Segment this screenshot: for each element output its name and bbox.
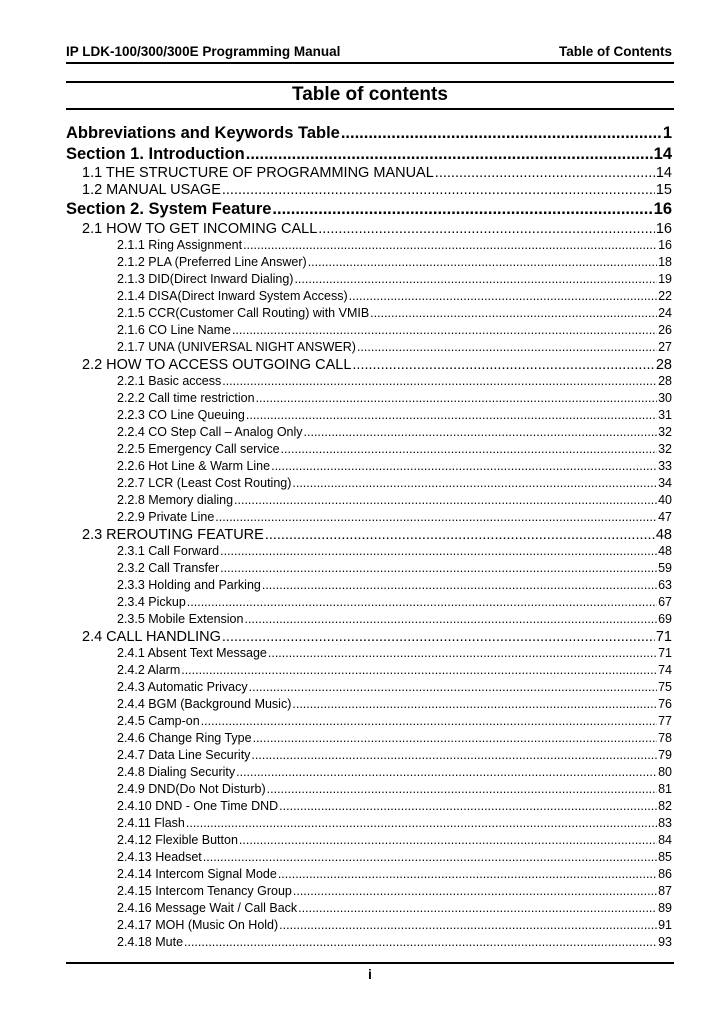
toc-leader-dots — [293, 884, 657, 898]
toc-leader-dots — [201, 714, 657, 728]
toc-entry-page: 89 — [658, 901, 672, 915]
toc-entry[interactable] — [82, 629, 672, 645]
toc-leader-dots — [308, 255, 657, 269]
toc-entry[interactable] — [117, 425, 672, 439]
toc-leader-dots — [278, 867, 657, 881]
toc-leader-dots — [236, 765, 657, 779]
toc-entry[interactable] — [117, 561, 672, 575]
toc-entry-page: 16 — [658, 238, 672, 252]
toc-entry-title: 2.4.18 Mute — [117, 935, 184, 949]
toc-leader-dots — [435, 165, 655, 181]
toc-leader-dots — [243, 238, 657, 252]
toc-entry-page: 28 — [658, 374, 672, 388]
toc-leader-dots — [294, 272, 657, 286]
toc-leader-dots — [184, 935, 657, 949]
footer-rule — [66, 962, 674, 964]
toc-entry-title: 2.1.4 DISA(Direct Inward System Access) — [117, 289, 348, 303]
toc-entry-page: 26 — [658, 323, 672, 337]
header-manual-title: IP LDK-100/300/300E Programming Manual — [66, 44, 341, 59]
toc-entry-page: 67 — [658, 595, 672, 609]
toc-entry-title: 2.3.5 Mobile Extension — [117, 612, 244, 626]
toc-leader-dots — [281, 442, 658, 456]
footer-page-number: i — [368, 966, 372, 982]
toc-leader-dots — [292, 476, 657, 490]
toc-entry[interactable] — [117, 578, 672, 592]
toc-entry[interactable] — [66, 124, 672, 143]
toc-leader-dots — [239, 833, 657, 847]
toc-entry[interactable] — [66, 145, 672, 164]
toc-entry-page: 76 — [658, 697, 672, 711]
toc-entry-title: 2.1.6 CO Line Name — [117, 323, 231, 337]
toc-entry-page: 77 — [658, 714, 672, 728]
toc-leader-dots — [186, 816, 657, 830]
title-bottom-rule — [66, 108, 674, 110]
toc-entry-title: 2.4.2 Alarm — [117, 663, 181, 677]
toc-entry-title: 2.2 HOW TO ACCESS OUTGOING CALL — [82, 357, 352, 373]
toc-entry-title: 2.2.3 CO Line Queuing — [117, 408, 245, 422]
toc-entry-title: 2.3.4 Pickup — [117, 595, 186, 609]
toc-entry-title: 2.4.14 Intercom Signal Mode — [117, 867, 277, 881]
toc-entry[interactable] — [117, 935, 672, 949]
toc-entry[interactable] — [117, 901, 672, 915]
toc-entry-title: 2.4.11 Flash — [117, 816, 185, 830]
toc-leader-dots — [222, 182, 655, 198]
toc-leader-dots — [181, 663, 657, 677]
toc-entry-page: 48 — [658, 544, 672, 558]
toc-entry[interactable] — [117, 510, 672, 524]
toc-entry-page: 32 — [658, 425, 672, 439]
toc-entry-page: 24 — [658, 306, 672, 320]
toc-entry[interactable] — [117, 255, 672, 269]
toc-leader-dots — [222, 629, 655, 645]
toc-entry[interactable] — [117, 374, 672, 388]
toc-entry-title: 1.2 MANUAL USAGE — [82, 182, 221, 198]
toc-leader-dots — [244, 612, 657, 626]
toc-entry-page: 14 — [655, 165, 672, 181]
toc-entry-title: 2.2.2 Call time restriction — [117, 391, 255, 405]
toc-entry-title: 2.4 CALL HANDLING — [82, 629, 221, 645]
toc-leader-dots — [246, 145, 653, 164]
toc-entry[interactable] — [117, 544, 672, 558]
toc-entry-title: 2.3.2 Call Transfer — [117, 561, 220, 575]
toc-entry[interactable] — [117, 306, 672, 320]
toc-entry-title: Section 1. Introduction — [66, 145, 245, 163]
toc-entry-page: 47 — [658, 510, 672, 524]
running-header — [66, 44, 672, 62]
toc-entry-page: 1 — [662, 124, 672, 142]
toc-entry[interactable] — [117, 748, 672, 762]
toc-entry[interactable] — [117, 731, 672, 745]
toc-entry-title: 2.4.4 BGM (Background Music) — [117, 697, 292, 711]
toc-entry-page: 79 — [658, 748, 672, 762]
toc-entry-title: 2.2.5 Emergency Call service — [117, 442, 280, 456]
toc-entry[interactable] — [117, 595, 672, 609]
toc-entry-title: 2.4.17 MOH (Music On Hold) — [117, 918, 279, 932]
toc-entry-title: Abbreviations and Keywords Table — [66, 124, 340, 142]
toc-leader-dots — [271, 459, 657, 473]
toc-leader-dots — [234, 493, 657, 507]
toc-leader-dots — [268, 646, 657, 660]
toc-entry[interactable] — [117, 833, 672, 847]
toc-entry-page: 83 — [658, 816, 672, 830]
toc-leader-dots — [279, 918, 657, 932]
toc-entry[interactable] — [117, 238, 672, 252]
toc-entry[interactable] — [117, 867, 672, 881]
toc-leader-dots — [187, 595, 657, 609]
toc-leader-dots — [220, 544, 657, 558]
toc-entry[interactable] — [117, 459, 672, 473]
toc-entry-page: 14 — [653, 145, 672, 163]
toc-entry[interactable] — [117, 714, 672, 728]
toc-entry-title: 2.3 REROUTING FEATURE — [82, 527, 264, 543]
toc-entry-page: 82 — [658, 799, 672, 813]
toc-entry[interactable] — [117, 918, 672, 932]
toc-entry-page: 28 — [655, 357, 672, 373]
toc-entry-title: 2.4.3 Automatic Privacy — [117, 680, 248, 694]
toc-entry-page: 81 — [658, 782, 672, 796]
toc-leader-dots — [265, 527, 655, 543]
toc-entry-page: 19 — [658, 272, 672, 286]
toc-leader-dots — [232, 323, 657, 337]
toc-entry[interactable] — [117, 340, 672, 354]
toc-entry[interactable] — [117, 408, 672, 422]
toc-entry-title: 2.2.1 Basic access — [117, 374, 222, 388]
toc-entry-title: 2.2.4 CO Step Call – Analog Only — [117, 425, 303, 439]
toc-entry-page: 18 — [658, 255, 672, 269]
toc-entry[interactable] — [117, 391, 672, 405]
toc-leader-dots — [304, 425, 658, 439]
toc-entry-title: 2.4.13 Headset — [117, 850, 202, 864]
toc-entry-page: 86 — [658, 867, 672, 881]
toc-entry[interactable] — [117, 289, 672, 303]
toc-entry[interactable] — [82, 182, 672, 198]
toc-entry-page: 15 — [655, 182, 672, 198]
toc-leader-dots — [262, 578, 657, 592]
toc-leader-dots — [352, 357, 654, 373]
toc-entry[interactable] — [117, 680, 672, 694]
toc-leader-dots — [341, 124, 662, 143]
toc-entry-page: 30 — [658, 391, 672, 405]
toc-leader-dots — [203, 850, 657, 864]
toc-entry[interactable] — [117, 884, 672, 898]
toc-entry-title: 2.2.6 Hot Line & Warm Line — [117, 459, 271, 473]
toc-entry-title: 2.2.7 LCR (Least Cost Routing) — [117, 476, 292, 490]
toc-entry-title: 2.4.1 Absent Text Message — [117, 646, 267, 660]
toc-entry-page: 87 — [658, 884, 672, 898]
toc-leader-dots — [349, 289, 657, 303]
toc-entry[interactable] — [117, 442, 672, 456]
toc-entry-title: 2.4.6 Change Ring Type — [117, 731, 252, 745]
toc-entry-page: 34 — [658, 476, 672, 490]
toc-leader-dots — [267, 782, 657, 796]
toc-leader-dots — [357, 340, 657, 354]
toc-entry[interactable] — [117, 476, 672, 490]
toc-entry-title: 2.4.7 Data Line Security — [117, 748, 251, 762]
toc-entry-page: 22 — [658, 289, 672, 303]
toc-leader-dots — [253, 731, 658, 745]
toc-entry-page: 71 — [655, 629, 672, 645]
toc-entry-title: 2.1.1 Ring Assignment — [117, 238, 243, 252]
toc-leader-dots — [215, 510, 657, 524]
toc-leader-dots — [251, 748, 657, 762]
toc-leader-dots — [246, 408, 657, 422]
toc-entry-page: 59 — [658, 561, 672, 575]
toc-entry[interactable] — [117, 850, 672, 864]
header-rule — [66, 62, 674, 64]
toc-entry-title: 2.2.8 Memory dialing — [117, 493, 234, 507]
toc-leader-dots — [318, 221, 655, 237]
toc-entry-page: 48 — [655, 527, 672, 543]
toc-entry[interactable] — [117, 697, 672, 711]
toc-entry-title: 2.1.5 CCR(Customer Call Routing) with VMIB — [117, 306, 370, 320]
toc-entry-page: 69 — [658, 612, 672, 626]
toc-entry[interactable] — [117, 816, 672, 830]
toc-entry-page: 91 — [658, 918, 672, 932]
toc-entry-title: 2.4.16 Message Wait / Call Back — [117, 901, 298, 915]
toc-entry-title: 2.1.7 UNA (UNIVERSAL NIGHT ANSWER) — [117, 340, 356, 354]
toc-entry[interactable] — [117, 612, 672, 626]
toc-entry-page: 33 — [658, 459, 672, 473]
toc-entry-title: 2.3.1 Call Forward — [117, 544, 220, 558]
title-top-rule — [66, 81, 674, 83]
toc-entry[interactable] — [82, 357, 672, 373]
toc-entry-page: 40 — [658, 493, 672, 507]
toc-entry-title: 2.1.2 PLA (Preferred Line Answer) — [117, 255, 307, 269]
toc-entry-title: 2.4.15 Intercom Tenancy Group — [117, 884, 292, 898]
toc-entry-page: 74 — [658, 663, 672, 677]
toc-entry[interactable] — [66, 200, 672, 219]
toc-entry[interactable] — [117, 323, 672, 337]
toc-entry-page: 31 — [658, 408, 672, 422]
toc-entry-page: 85 — [658, 850, 672, 864]
toc-entry[interactable] — [117, 765, 672, 779]
toc-leader-dots — [220, 561, 657, 575]
toc-entry-title: 2.4.10 DND - One Time DND — [117, 799, 279, 813]
toc-entry[interactable] — [117, 799, 672, 813]
toc-entry-title: 2.4.8 Dialing Security — [117, 765, 236, 779]
toc-leader-dots — [292, 697, 657, 711]
toc-leader-dots — [298, 901, 657, 915]
toc-entry-page: 63 — [658, 578, 672, 592]
toc-entry[interactable] — [117, 782, 672, 796]
toc-leader-dots — [272, 200, 652, 219]
toc-entry-page: 32 — [658, 442, 672, 456]
toc-entry[interactable] — [117, 663, 672, 677]
toc-entry-page: 16 — [653, 200, 672, 218]
toc-entry-title: 2.2.9 Private Line — [117, 510, 215, 524]
toc-entry-page: 78 — [658, 731, 672, 745]
toc-entry-page: 84 — [658, 833, 672, 847]
toc-entry[interactable] — [117, 493, 672, 507]
toc-entry-title: 2.1 HOW TO GET INCOMING CALL — [82, 221, 318, 237]
toc-leader-dots — [370, 306, 657, 320]
toc-entry-page: 80 — [658, 765, 672, 779]
toc-entry-title: Section 2. System Feature — [66, 200, 272, 218]
toc-entry-title: 2.3.3 Holding and Parking — [117, 578, 261, 592]
toc-leader-dots — [222, 374, 657, 388]
toc-entry-page: 16 — [655, 221, 672, 237]
toc-entry-title: 1.1 THE STRUCTURE OF PROGRAMMING MANUAL — [82, 165, 434, 181]
header-section-title: Table of Contents — [559, 44, 672, 59]
toc-leader-dots — [256, 391, 658, 405]
toc-entry-title: 2.4.5 Camp-on — [117, 714, 200, 728]
toc-entry-page: 71 — [658, 646, 672, 660]
page-title: Table of contents — [292, 84, 448, 105]
toc-entry-page: 75 — [658, 680, 672, 694]
toc-entry-title: 2.1.3 DID(Direct Inward Dialing) — [117, 272, 294, 286]
toc-leader-dots — [279, 799, 657, 813]
toc-entry[interactable] — [117, 272, 672, 286]
toc-entry[interactable] — [82, 165, 672, 181]
toc-entry-title: 2.4.12 Flexible Button — [117, 833, 238, 847]
toc-entry-page: 93 — [658, 935, 672, 949]
toc-leader-dots — [249, 680, 657, 694]
toc-entry[interactable] — [82, 527, 672, 543]
toc-entry[interactable] — [82, 221, 672, 237]
toc-entry-title: 2.4.9 DND(Do Not Disturb) — [117, 782, 266, 796]
toc-entry-page: 27 — [658, 340, 672, 354]
toc-entry[interactable] — [117, 646, 672, 660]
